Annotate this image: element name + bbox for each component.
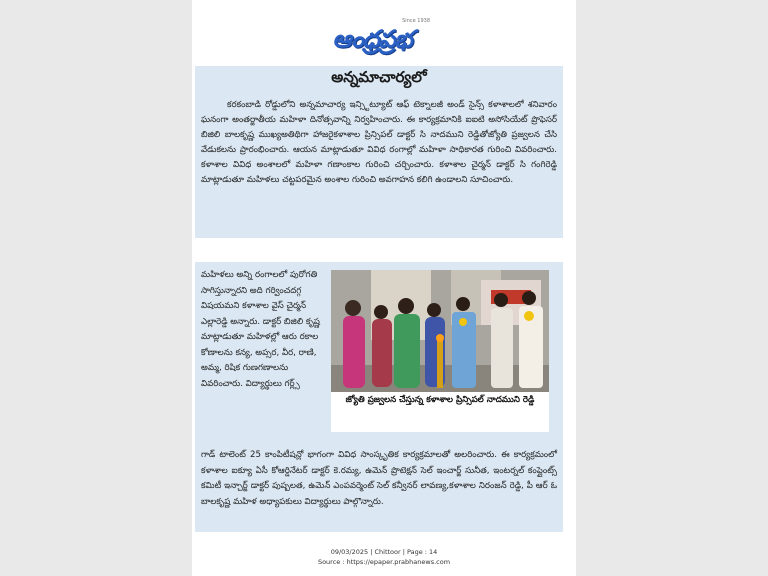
event-photo-illustration — [331, 270, 549, 392]
article-headline: అన్నమాచార్యలో — [331, 68, 427, 86]
event-photo — [331, 270, 549, 392]
masthead-title: ఆంధ్రప్రభ — [332, 24, 412, 53]
article-top-panel — [195, 66, 563, 238]
article-left-column: మహిళలు అన్ని రంగాలలో పురోగతి సాగిస్తున్నారని అది గర్వించదగ్గ విషయమని కళాశాల వైస్ చైర్మన్ ఎల్లారెడ్డి అన్నారు. డాక్టర్ బిజిలి కృష్ణ మాట్లాడుతూ మహిళల్లో ఆరు రకాల కోణాలను కన్య, అప్సర, వీర, రాణి, అమ్మ, రిషిక గుణగణాలను వివరించారు. విద్యార్థులు గర్ల్స్ — [201, 270, 320, 389]
footer-source-line: Source : https://epaper.prabhanews.com — [317, 558, 451, 566]
article-paragraph-2 — [201, 448, 557, 510]
newspaper-clipping — [192, 0, 576, 576]
photo-caption: జ్యోతి ప్రజ్వలన చేస్తున్న కళాశాల ప్రిన్సిపల్ నాదముని రెడ్డి — [331, 392, 549, 432]
article-paragraph-1: కరకంబాడి రోడ్డులోని అన్నమాచార్య ఇన్స్టిట్యూట్ ఆఫ్ టెక్నాలజీ అండ్ సైన్స్ కళాశాలలో శనివారం ఘనంగా అంతర్జాతీయ మహిళా దినోత్సవాన్ని నిర్వహించారు. ఈ కార్యక్రమానికి ఐఐటి అసోసియేట్ ప్రొఫెసర్ బిజిలి బాలకృష్ణ ముఖ్యఅతిథిగా హాజరైకళాశాల ప్రిన్సిపల్ డాక్టర్ సి నాదముని రెడ్డితోజ్యోతి ప్రజ్వలన చేసి వేడుకలను ప్రారంభించారు. ఆయన మాట్లాడుతూ వివిధ రంగాల్లో మహిళా సాధికారత గురించి వివరించారు. కళాశాల వివిధ అంశాలలో మహిళా గణాంకాల గురించి చర్చించారు. కళాశాల చైర్మన్ డాక్టర్ సి గంగిరెడ్డి మాట్లాడుతూ మహిళలు చట్టపరమైన అంశాల గురించి అవగాహన కలిగి ఉండాలని సూచించారు. — [201, 100, 557, 185]
masthead-logo — [310, 18, 434, 56]
article-paragraph-2-text: గాడ్ టాలెంట్ 25 కాంపిటీషన్లో భాగంగా వివిధ సాంస్కృతిక కార్యక్రమాలతో అలరించారు. ఈ కార్యక్రమంలో కళాశాల ఐక్యూ ఏసీ కోఆర్డినేటర్ డాక్టర్ కె.రమ్య, ఉమెన్ ప్రొటెక్షన్ సెల్ ఇంచార్జ్ సునీత, ఇంటర్నల్ కంప్లైంట్స్ కమిటీ ఇన్చార్జ్ డాక్టర్ పుష్పలత, ఉమెన్ ఎంపవర్మెంట్ సెల్ కన్వీనర్ లావణ్య,కళాశాల నిరంజన్ రెడ్డి, పీ ఆర్ ఓ బాలకృష్ణ మహిళ అధ్యాపకులు విద్యార్థులు పాల్గొన్నారు. — [201, 450, 557, 507]
masthead-badge: Since 1938 — [402, 18, 430, 24]
footer-date-line: 09/03/2025 | Chittoor | Page : 14 — [330, 548, 438, 556]
article-bottom-panel — [195, 262, 563, 532]
clipping-footer — [192, 547, 576, 567]
